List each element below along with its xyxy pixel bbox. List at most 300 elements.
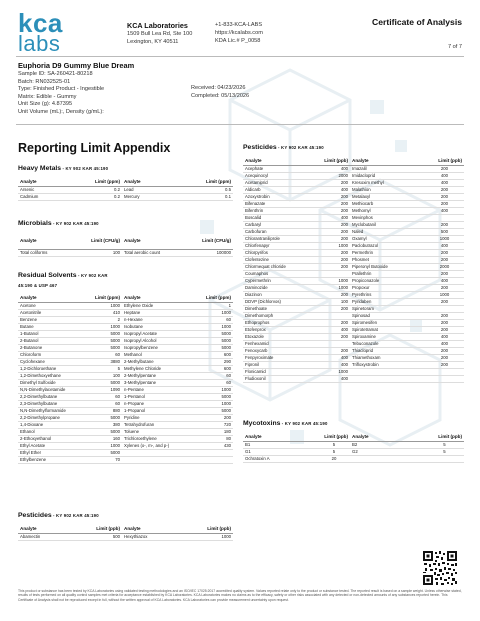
analyte-cell: Ethyl Ether: [18, 449, 88, 456]
analyte-cell: 2-Ethoxyethanol: [18, 435, 88, 442]
kca-labs-logo: [18, 8, 114, 56]
limit-cell: 500: [425, 228, 464, 235]
analyte-cell: Flonicamid: [243, 368, 318, 375]
analyte-cell: Toluene: [122, 428, 196, 435]
analyte-cell: Oxamyl: [350, 235, 425, 242]
analyte-cell: Trichloroethylene: [122, 435, 196, 442]
limit-cell: [425, 375, 464, 382]
analyte-cell: Spiromesifen: [350, 319, 425, 326]
company-name: KCA Laboratories: [127, 21, 188, 30]
analyte-cell: Total aerobic count: [122, 249, 196, 256]
limit-cell: 200: [425, 193, 464, 200]
analyte-cell: Bifenazate: [243, 200, 318, 207]
limit-cell: 1: [196, 302, 233, 309]
table-row: [18, 337, 233, 344]
analyte-cell: Pyrethrins: [350, 291, 425, 298]
heavy-metals-method: - KY 902 KAR 45:190: [61, 166, 109, 171]
limit-cell: 0.2: [88, 186, 122, 193]
table-row: [243, 242, 464, 249]
table-row: [243, 333, 464, 340]
completed-date: Completed: 05/13/2026: [191, 92, 250, 99]
solvents-title: Residual Solvents: [18, 272, 77, 279]
limit-cell: 400: [425, 207, 464, 214]
limit-cell: 400: [318, 165, 350, 172]
limit-cell: 200: [318, 200, 350, 207]
table-header-row: [18, 525, 233, 533]
pesticides-bottom-title: Pesticides: [18, 512, 52, 519]
analyte-cell: Carbofuran: [243, 228, 318, 235]
column-header: Limit (ppm): [196, 294, 233, 302]
analyte-cell: Acephate: [243, 165, 318, 172]
company-website[interactable]: https://kcalabs.com: [215, 30, 263, 36]
page-number: 7 of 7: [448, 44, 462, 50]
limit-cell: 880: [88, 407, 122, 414]
analyte-cell: Malathion: [350, 186, 425, 193]
limit-cell: 1000: [318, 284, 350, 291]
limit-cell: 1000: [196, 309, 233, 316]
limit-cell: 1000: [88, 323, 122, 330]
limit-cell: 200: [425, 361, 464, 368]
analyte-cell: Fenoxycarb: [243, 347, 318, 354]
analyte-cell: 1,2-Dichloroethane: [18, 365, 88, 372]
limit-cell: 80: [196, 435, 233, 442]
limit-cell: 200: [425, 165, 464, 172]
analyte-cell: Aldicarb: [243, 186, 318, 193]
table-row: [243, 284, 464, 291]
table-row: [243, 228, 464, 235]
limit-cell: 0.1: [196, 193, 233, 200]
limit-cell: 400: [425, 340, 464, 347]
limit-cell: 200: [318, 221, 350, 228]
table-row: [243, 368, 464, 375]
analyte-cell: Dimethoate: [243, 305, 318, 312]
column-header: Analyte: [243, 157, 318, 165]
limit-cell: 200: [318, 179, 350, 186]
column-header: Analyte: [122, 233, 196, 249]
mycotoxins-table: [243, 433, 464, 463]
analyte-cell: Spirotetramat: [350, 326, 425, 333]
limit-cell: 1000: [318, 242, 350, 249]
limit-cell: 5000: [196, 330, 233, 337]
microbials-method: - KY 902 KAR 45:190: [51, 221, 99, 226]
limit-cell: 200: [318, 228, 350, 235]
analyte-cell: Carbaryl: [243, 221, 318, 228]
limit-cell: 5000: [88, 428, 122, 435]
pesticides-bottom-heading: [18, 512, 99, 519]
analyte-cell: Trifloxystrobin: [350, 361, 425, 368]
limit-cell: 600: [196, 351, 233, 358]
solvents-method-line: [18, 282, 57, 289]
column-header: Limit (ppb): [425, 157, 464, 165]
legal-disclaimer: This product or substance has been tested by KCA Laboratories using validated testing methodologies and an ISO/IEC 17025:2017 accredited quality system. Values reported relate only to the product or substance tested. The reported result is based on a sample weight. Unless otherwise stated, results of tests performed on all quality control samples met criteria for acceptance established by KCA Laboratories. KCA Laboratories makes no claims as to the efficacy, safety or other risks associated with any detected or non-detected amounts of any substances reported herein. This Certificate of Analysis shall not be reproduced except in full, without the written approval of KCA Laboratories. KCA Laboratories can provide measurement uncertainty upon request.: [18, 589, 462, 602]
analyte-cell: Piperonyl Butoxide: [350, 263, 425, 270]
analyte-cell: [350, 368, 425, 375]
analyte-cell: Isopropyl Acetate: [122, 330, 196, 337]
analyte-cell: Methanol: [122, 351, 196, 358]
table-row: [18, 407, 233, 414]
limit-cell: 1000: [425, 235, 464, 242]
column-header: Analyte: [18, 233, 88, 249]
table-row: [18, 386, 233, 393]
analyte-cell: DDVP (Dichlorvos): [243, 298, 318, 305]
received-date: Received: 04/23/2026: [191, 85, 246, 91]
limit-cell: 200: [318, 193, 350, 200]
analyte-cell: 2-Methylbutane: [122, 358, 196, 365]
analyte-cell: Butane: [18, 323, 88, 330]
appendix-title: Reporting Limit Appendix: [18, 141, 171, 155]
sample-matrix: Matrix: Edible - Gummy: [18, 93, 77, 100]
table-header-row: [243, 433, 464, 441]
analyte-cell: Naled: [350, 228, 425, 235]
table-row: [18, 309, 233, 316]
analyte-cell: Kresoxim methyl: [350, 179, 425, 186]
limit-cell: 400: [318, 361, 350, 368]
limit-cell: 290: [196, 358, 233, 365]
limit-cell: 5000: [88, 344, 122, 351]
analyte-cell: Ethylene Oxide: [122, 302, 196, 309]
limit-cell: 200: [318, 291, 350, 298]
analyte-cell: Fenpyroximate: [243, 354, 318, 361]
limit-cell: 5000: [196, 337, 233, 344]
table-header-row: [18, 233, 233, 249]
limit-cell: 410: [88, 309, 122, 316]
limit-cell: 1090: [88, 386, 122, 393]
analyte-cell: Spiroxamine: [350, 333, 425, 340]
analyte-cell: Clofentezine: [243, 256, 318, 263]
analyte-cell: Mevinphos: [350, 214, 425, 221]
sample-type: Type: Finished Product - Ingestible: [18, 86, 105, 93]
logo-labs-text: labs: [18, 31, 61, 56]
limit-cell: [425, 368, 464, 375]
company-phone: +1-833-KCA-LABS: [215, 22, 263, 28]
analyte-cell: 2,2-Dimethylpropane: [18, 414, 88, 421]
limit-cell: 400: [318, 214, 350, 221]
analyte-cell: Permethrin: [350, 249, 425, 256]
limit-cell: 5: [88, 365, 122, 372]
table-row: [243, 298, 464, 305]
analyte-cell: Dimethomorph: [243, 312, 318, 319]
table-row: [243, 354, 464, 361]
solvents-heading: [18, 272, 108, 279]
column-header: Limit (ppm): [196, 178, 233, 186]
table-row: [18, 249, 233, 256]
limit-cell: 1000: [318, 368, 350, 375]
table-row: [18, 435, 233, 442]
analyte-cell: Etoxazole: [243, 333, 318, 340]
table-row: [18, 302, 233, 309]
limit-cell: 5000: [88, 337, 122, 344]
pesticides-method: - KY 902 KAR 45:190: [276, 145, 324, 150]
sample-unit-size: Unit Size (g): 4.87395: [18, 101, 73, 108]
analyte-cell: Chlorantraniliprole: [243, 235, 318, 242]
analyte-cell: Boscalid: [243, 214, 318, 221]
analyte-cell: Spinetoram: [350, 305, 425, 312]
analyte-cell: Benzene: [18, 316, 88, 323]
limit-cell: 200: [425, 270, 464, 277]
header-divider: [16, 56, 464, 57]
table-row: [243, 375, 464, 382]
analyte-cell: Propiconazole: [350, 277, 425, 284]
analyte-cell: Isopropylbenzene: [122, 344, 196, 351]
analyte-cell: Cyclohexane: [18, 358, 88, 365]
limit-cell: 200: [425, 354, 464, 361]
column-header: Analyte: [122, 294, 196, 302]
details-divider: [16, 124, 464, 125]
pesticides-title: Pesticides: [243, 144, 277, 151]
limit-cell: 5000: [196, 344, 233, 351]
table-row: [243, 291, 464, 298]
limit-cell: 200: [425, 256, 464, 263]
column-header: Limit (ppm): [88, 178, 122, 186]
limit-cell: 5: [318, 441, 350, 448]
column-header: Limit (CFU/g): [88, 233, 122, 249]
sample-details: [18, 71, 104, 117]
analyte-cell: Tebuconazole: [350, 340, 425, 347]
table-row: [243, 340, 464, 347]
table-row: [243, 193, 464, 200]
analyte-cell: Acequinocyl: [243, 172, 318, 179]
limit-cell: 200: [318, 305, 350, 312]
limit-cell: 1000: [425, 291, 464, 298]
microbials-table: [18, 233, 233, 257]
column-header: Limit (ppb): [425, 433, 464, 441]
column-header: Analyte: [18, 178, 88, 186]
analyte-cell: N,N-Dimethylacetamide: [18, 386, 88, 393]
table-row: [243, 326, 464, 333]
column-header: Analyte: [350, 157, 425, 165]
limit-cell: 60: [88, 351, 122, 358]
limit-cell: 180: [196, 428, 233, 435]
analyte-cell: 2-Butanol: [18, 337, 88, 344]
microbials-heading: [18, 220, 99, 227]
table-row: [18, 344, 233, 351]
table-row: [18, 193, 233, 200]
limit-cell: [318, 312, 350, 319]
company-address-line2: Lexington, KY 40511: [127, 39, 179, 45]
table-row: [243, 319, 464, 326]
limit-cell: 200: [425, 221, 464, 228]
analyte-cell: Bifenthrin: [243, 207, 318, 214]
table-header-row: [243, 157, 464, 165]
limit-cell: 5000: [88, 449, 122, 456]
analyte-cell: Fludioxonil: [243, 375, 318, 382]
limit-cell: 60: [88, 393, 122, 400]
limit-cell: 1000: [196, 400, 233, 407]
sample-batch: Batch: RN032525-01: [18, 78, 71, 85]
analyte-cell: Paclobutrazol: [350, 242, 425, 249]
pesticides-heading: [243, 144, 324, 151]
analyte-cell: 1-Butanol: [18, 330, 88, 337]
table-row: [243, 441, 464, 448]
table-row: [243, 312, 464, 319]
table-row: [243, 455, 464, 462]
limit-cell: 400: [425, 277, 464, 284]
limit-cell: 200: [425, 200, 464, 207]
analyte-cell: 1-Pentanol: [122, 393, 196, 400]
table-row: [18, 323, 233, 330]
table-header-row: [18, 294, 233, 302]
heavy-metals-title: Heavy Metals: [18, 165, 62, 172]
analyte-cell: Diazinon: [243, 291, 318, 298]
analyte-cell: Abamectin: [18, 533, 88, 540]
column-header: Limit (CFU/g): [196, 233, 233, 249]
limit-cell: 1000: [196, 386, 233, 393]
heavy-metals-heading: [18, 165, 108, 172]
table-row: [243, 207, 464, 214]
mycotoxins-method: - KY 902 KAR 45:190: [280, 421, 328, 426]
column-header: Limit (ppb): [318, 433, 350, 441]
analyte-cell: Heptane: [122, 309, 196, 316]
limit-cell: 60: [196, 372, 233, 379]
analyte-cell: Thiamethoxam: [350, 354, 425, 361]
document-title: Certificate of Analysis: [372, 17, 462, 27]
analyte-cell: 2,2-Dimethylbutane: [18, 393, 88, 400]
limit-cell: 5000: [88, 330, 122, 337]
analyte-cell: Methiocarb: [350, 200, 425, 207]
product-title: Euphoria D9 Gummy Blue Dream: [18, 61, 135, 70]
limit-cell: 200: [425, 284, 464, 291]
analyte-cell: G2: [350, 448, 425, 455]
analyte-cell: Imazalil: [350, 165, 425, 172]
limit-cell: 200: [318, 249, 350, 256]
table-header-row: [18, 178, 233, 186]
limit-cell: 5: [425, 441, 464, 448]
company-block: [127, 21, 192, 46]
limit-cell: 720: [196, 421, 233, 428]
pesticides-bottom-method: - KY 902 KAR 45:190: [51, 513, 99, 518]
column-header: Limit (ppb): [88, 525, 122, 533]
limit-cell: 200: [318, 256, 350, 263]
limit-cell: 1000: [196, 323, 233, 330]
analyte-cell: B2: [350, 441, 425, 448]
limit-cell: 500: [88, 533, 122, 540]
sample-dates: [191, 85, 249, 100]
analyte-cell: [350, 375, 425, 382]
microbials-title: Microbials: [18, 220, 52, 227]
table-row: [18, 428, 233, 435]
analyte-cell: [122, 449, 196, 456]
company-license: KDA Lic.# P_0058: [215, 38, 261, 44]
analyte-cell: Ethoprophos: [243, 319, 318, 326]
analyte-cell: Ethylbenzene: [18, 456, 88, 463]
pesticides-bottom-table: [18, 525, 233, 541]
limit-cell: 3880: [88, 358, 122, 365]
limit-cell: 200: [425, 347, 464, 354]
limit-cell: 400: [425, 172, 464, 179]
table-row: [243, 270, 464, 277]
column-header: Limit (ppm): [88, 294, 122, 302]
limit-cell: 1000: [318, 277, 350, 284]
limit-cell: 380: [88, 421, 122, 428]
limit-cell: [318, 340, 350, 347]
analyte-cell: Xylenes (o-, m-, and p-): [122, 442, 196, 449]
qr-code-icon[interactable]: [422, 550, 458, 586]
limit-cell: [318, 270, 350, 277]
analyte-cell: 1-Propanol: [122, 407, 196, 414]
table-row: [18, 351, 233, 358]
table-row: [18, 400, 233, 407]
limit-cell: 0.5: [196, 186, 233, 193]
analyte-cell: Pyridine: [122, 414, 196, 421]
analyte-cell: Acetonitrile: [18, 309, 88, 316]
table-row: [18, 442, 233, 449]
analyte-cell: Acetamiprid: [243, 179, 318, 186]
table-row: [243, 256, 464, 263]
limit-cell: 60: [196, 316, 233, 323]
table-row: [243, 179, 464, 186]
analyte-cell: Etofenprox: [243, 326, 318, 333]
analyte-cell: Chlorpyrifos: [243, 249, 318, 256]
table-row: [18, 365, 233, 372]
limit-cell: 200: [425, 249, 464, 256]
column-header: Limit (ppb): [318, 157, 350, 165]
limit-cell: 2000: [425, 263, 464, 270]
table-row: [243, 277, 464, 284]
table-row: [243, 165, 464, 172]
analyte-cell: Spinosad: [350, 312, 425, 319]
column-header: Analyte: [350, 433, 425, 441]
table-row: [18, 186, 233, 193]
analyte-cell: Chlormequat chloride: [243, 263, 318, 270]
table-row: [243, 214, 464, 221]
table-row: [18, 330, 233, 337]
analyte-cell: Myclobutanil: [350, 221, 425, 228]
limit-cell: 200: [318, 207, 350, 214]
table-row: [18, 414, 233, 421]
analyte-cell: Chlorfenapyr: [243, 242, 318, 249]
analyte-cell: Cypermethrin: [243, 277, 318, 284]
sample-unit-volume: Unit Volume (mL):, Density (g/mL):: [18, 108, 104, 115]
limit-cell: 1000: [88, 442, 122, 449]
limit-cell: 20: [318, 455, 350, 462]
analyte-cell: 1,4-Dioxane: [18, 421, 88, 428]
analyte-cell: n-Propane: [122, 400, 196, 407]
analyte-cell: [350, 455, 425, 462]
table-row: [243, 221, 464, 228]
table-row: [243, 263, 464, 270]
contact-block: [215, 21, 263, 45]
analyte-cell: Phosmet: [350, 256, 425, 263]
table-row: [18, 358, 233, 365]
analyte-cell: Hexythiazox: [122, 533, 196, 540]
analyte-cell: Fipronil: [243, 361, 318, 368]
limit-cell: 100: [88, 372, 122, 379]
table-row: [243, 305, 464, 312]
limit-cell: 200: [318, 319, 350, 326]
limit-cell: 5000: [88, 379, 122, 386]
table-row: [243, 186, 464, 193]
limit-cell: 5000: [88, 414, 122, 421]
analyte-cell: Coumaphos: [243, 270, 318, 277]
limit-cell: 200: [318, 235, 350, 242]
limit-cell: 5: [318, 448, 350, 455]
analyte-cell: 2,3-Dimethylbutane: [18, 400, 88, 407]
limit-cell: 400: [425, 179, 464, 186]
limit-cell: 200: [425, 312, 464, 319]
analyte-cell: Dimethyl Sulfoxide: [18, 379, 88, 386]
analyte-cell: Fenhexamid: [243, 340, 318, 347]
analyte-cell: n-Hexane: [122, 316, 196, 323]
limit-cell: 200: [196, 414, 233, 421]
solvents-table: [18, 294, 233, 464]
limit-cell: 400: [318, 354, 350, 361]
limit-cell: 600: [196, 365, 233, 372]
analyte-cell: Ethyl Acetate: [18, 442, 88, 449]
table-row: [18, 456, 233, 463]
limit-cell: 400: [425, 242, 464, 249]
column-header: Analyte: [243, 433, 318, 441]
analyte-cell: Total coliforms: [18, 249, 88, 256]
